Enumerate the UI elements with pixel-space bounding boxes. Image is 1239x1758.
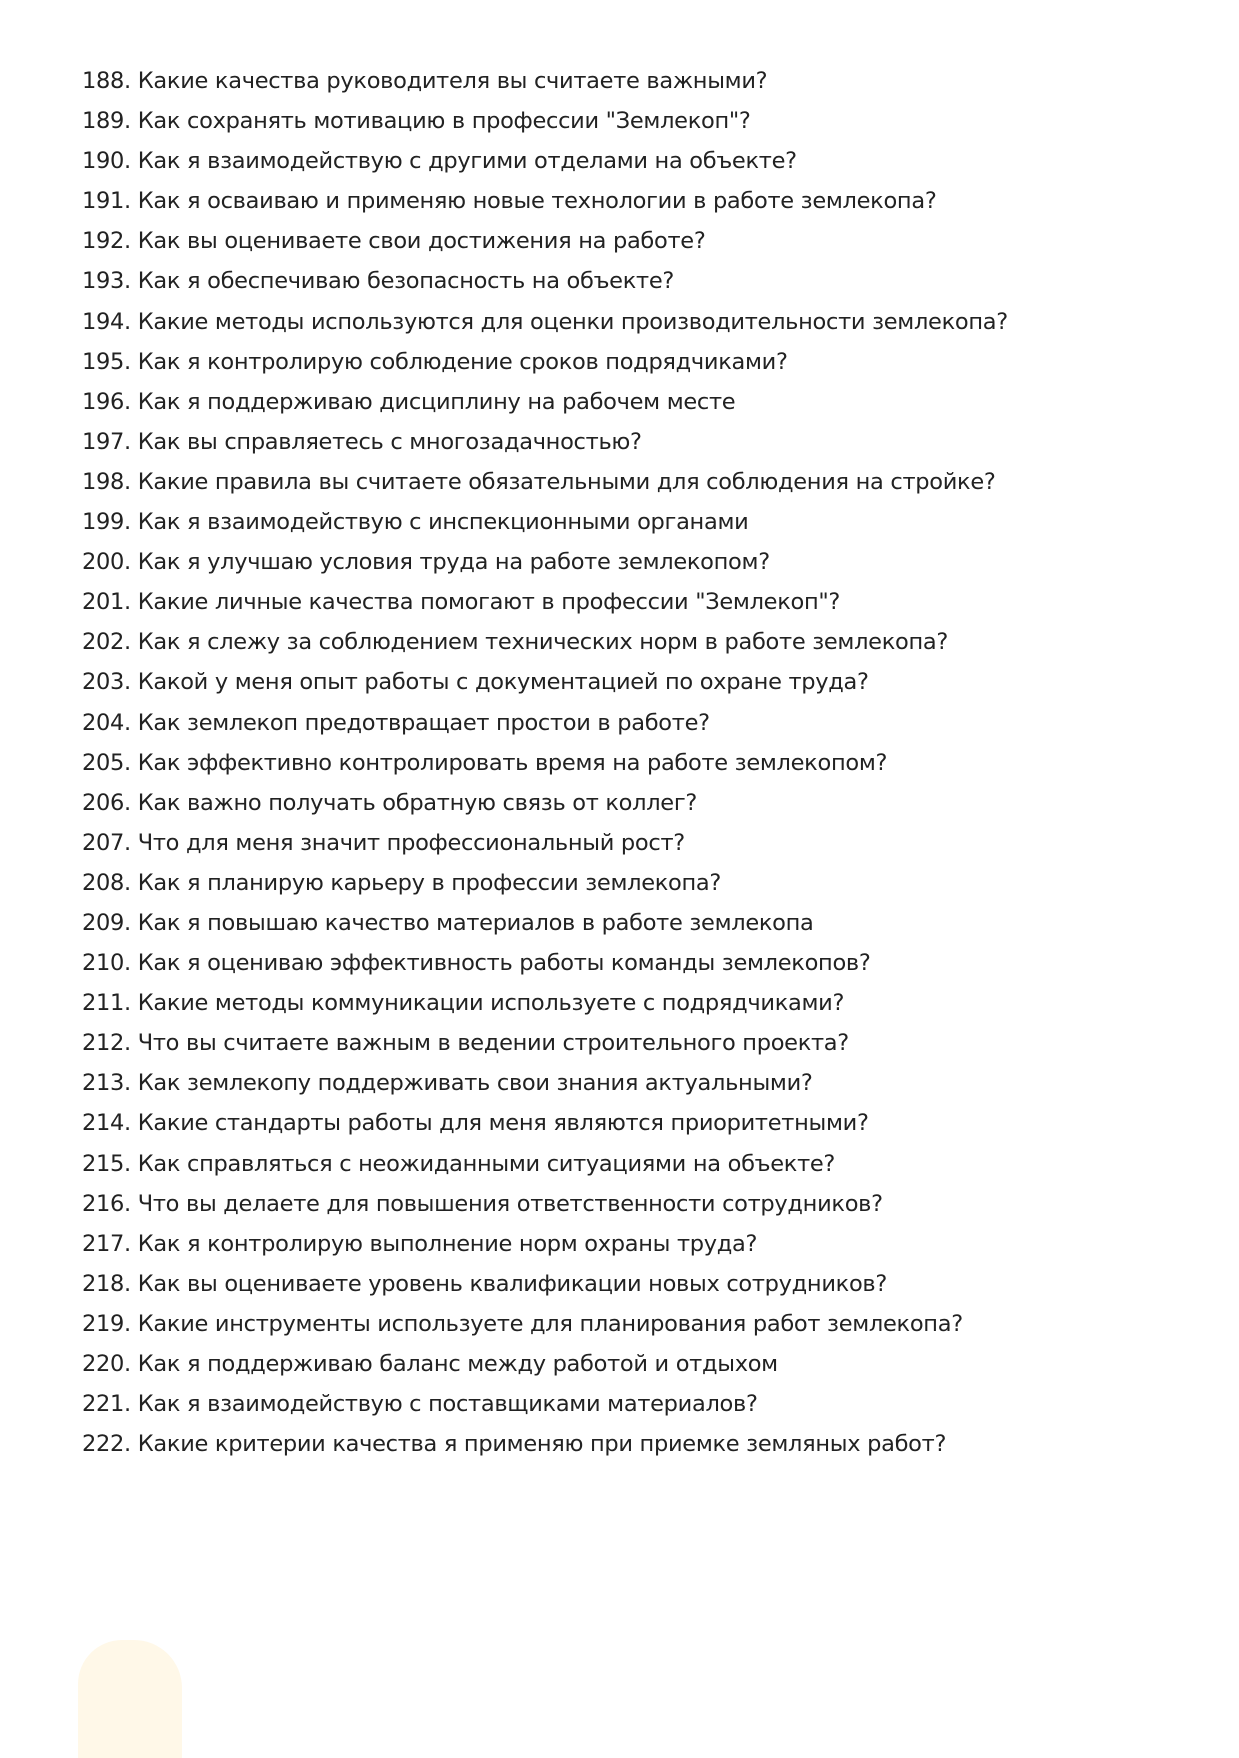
question-item: 204. Как землекоп предотвращает простои в работе? [82, 709, 710, 736]
question-item: 214. Какие стандарты работы для меня являются приоритетными? [82, 1110, 869, 1137]
question-item: 215. Как справляться с неожиданными ситуациями на объекте? [82, 1150, 836, 1177]
question-item: 207. Что для меня значит профессиональный рост? [82, 829, 685, 856]
question-item: 201. Какие личные качества помогают в профессии "Землекоп"? [82, 589, 841, 616]
question-item: 218. Как вы оцениваете уровень квалификации новых сотрудников? [82, 1270, 888, 1297]
corner-decoration [78, 1640, 182, 1758]
question-item: 210. Как я оцениваю эффективность работы команды землекопов? [82, 950, 871, 977]
question-item: 189. Как сохранять мотивацию в профессии "Землекоп"? [82, 108, 751, 135]
question-item: 190. Как я взаимодействую с другими отделами на объекте? [82, 148, 797, 175]
question-item: 206. Как важно получать обратную связь от коллег? [82, 789, 698, 816]
question-item: 216. Что вы делаете для повышения ответственности сотрудников? [82, 1190, 883, 1217]
question-item: 211. Какие методы коммуникации используете с подрядчиками? [82, 990, 845, 1017]
question-item: 219. Какие инструменты используете для планирования работ землекопа? [82, 1310, 963, 1337]
question-item: 195. Как я контролирую соблюдение сроков подрядчиками? [82, 348, 788, 375]
question-item: 197. Как вы справляетесь с многозадачностью? [82, 428, 642, 455]
question-item: 212. Что вы считаете важным в ведении строительного проекта? [82, 1030, 849, 1057]
question-item: 191. Как я осваиваю и применяю новые технологии в работе землекопа? [82, 188, 937, 215]
question-item: 193. Как я обеспечиваю безопасность на объекте? [82, 268, 675, 295]
question-item: 196. Как я поддерживаю дисциплину на рабочем месте [82, 388, 736, 415]
question-item: 192. Как вы оцениваете свои достижения на работе? [82, 228, 706, 255]
question-item: 205. Как эффективно контролировать время на работе землекопом? [82, 749, 888, 776]
question-item: 217. Как я контролирую выполнение норм охраны труда? [82, 1230, 758, 1257]
question-item: 221. Как я взаимодействую с поставщиками материалов? [82, 1391, 758, 1418]
question-item: 202. Как я слежу за соблюдением технических норм в работе землекопа? [82, 629, 949, 656]
question-item: 209. Как я повышаю качество материалов в работе землекопа [82, 909, 814, 936]
question-item: 222. Какие критерии качества я применяю при приемке земляных работ? [82, 1431, 947, 1458]
question-item: 198. Какие правила вы считаете обязательными для соблюдения на стройке? [82, 468, 996, 495]
question-item: 200. Как я улучшаю условия труда на работе землекопом? [82, 549, 770, 576]
question-item: 220. Как я поддерживаю баланс между работой и отдыхом [82, 1351, 778, 1377]
question-item: 199. Как я взаимодействую с инспекционными органами [82, 509, 749, 536]
question-item: 213. Как землекопу поддерживать свои знания актуальными? [82, 1070, 813, 1097]
question-item: 203. Какой у меня опыт работы с документацией по охране труда? [82, 669, 869, 696]
question-item: 188. Какие качества руководителя вы считаете важными? [82, 68, 768, 94]
question-list [82, 61, 1008, 1464]
question-item: 194. Какие методы используются для оценки производительности землекопа? [82, 308, 1008, 335]
question-item: 208. Как я планирую карьеру в профессии землекопа? [82, 869, 722, 896]
